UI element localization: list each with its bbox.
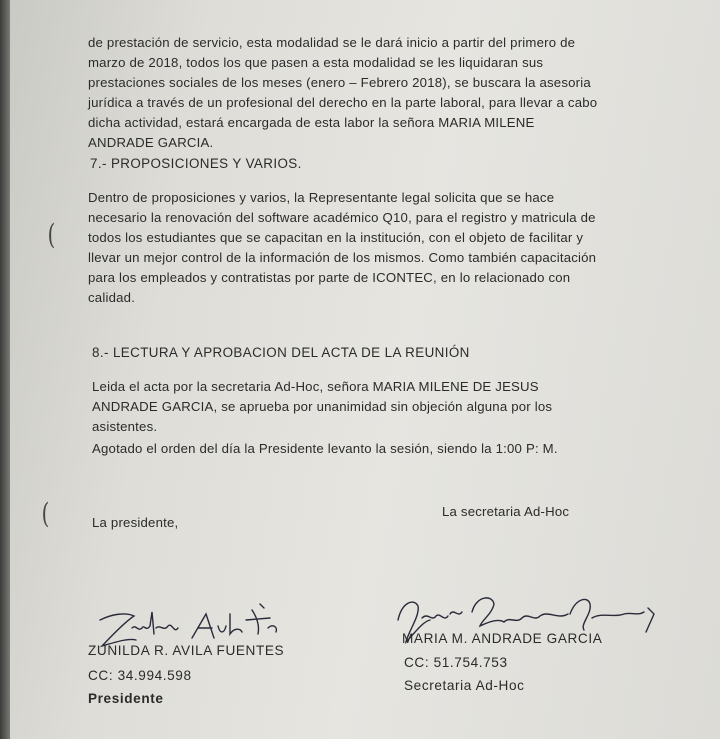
section-7-line: llevar un mejor control de la información de los mismos. Como también capacitación <box>88 250 597 265</box>
closing-sentence: Agotado el orden del día la Presidente levanto la sesión, siendo la 1:00 P: M. <box>92 441 558 456</box>
intro-paragraph <box>88 33 628 153</box>
intro-line: de prestación de servicio, esta modalidad se le dará inicio a partir del primero de <box>88 35 576 50</box>
margin-mark: ( <box>41 497 50 530</box>
intro-line: prestaciones sociales de los meses (enero – Febrero 2018), se buscara la asesoria <box>88 75 591 90</box>
margin-mark: ( <box>47 218 56 251</box>
secretary-id: CC: 51.754.753 <box>404 655 508 670</box>
section-8-heading: 8.- LECTURA Y APROBACION DEL ACTA DE LA REUNIÓN <box>92 345 470 360</box>
president-name: ZUNILDA R. AVILA FUENTES <box>88 643 285 658</box>
intro-line: marzo de 2018, todos los que pasen a esta modalidad se les liquidaran sus <box>88 55 544 70</box>
section-8-paragraph <box>92 377 628 437</box>
section-7-paragraph <box>88 188 628 308</box>
secretary-name: MARIA M. ANDRADE GARCIA <box>402 631 603 646</box>
intro-line: ANDRADE GARCIA. <box>88 135 214 150</box>
section-8-line: Leida el acta por la secretaria Ad-Hoc, señora MARIA MILENE DE JESUS <box>92 379 539 394</box>
intro-line: dicha actividad, estará encargada de esta labor la señora MARIA MILENE <box>88 115 535 130</box>
section-7-line: para los empleados y contratistas por parte de ICONTEC, en lo relacionado con <box>88 270 571 285</box>
section-8-line: ANDRADE GARCIA, se aprueba por unanimidad sin objeción alguna por los <box>92 399 553 414</box>
section-7-line: calidad. <box>88 290 136 305</box>
intro-line: jurídica a través de un profesional del derecho en la parte laboral, para llevar a cabo <box>88 95 598 110</box>
section-7-line: Dentro de proposiciones y varios, la Representante legal solicita que se hace <box>88 190 555 205</box>
president-role: Presidente <box>88 691 164 706</box>
secretary-role: Secretaria Ad-Hoc <box>404 678 525 693</box>
section-7-line: todos los estudiantes que se capacitan en la institución, con el objeto de facilitar y <box>88 230 584 245</box>
page-shadow-edge <box>0 0 10 739</box>
president-label: La presidente, <box>92 515 179 530</box>
section-7-line: necesario la renovación del software académico Q10, para el registro y matricula de <box>88 210 596 225</box>
secretary-label: La secretaria Ad-Hoc <box>442 504 570 519</box>
section-8-line: asistentes. <box>92 419 158 434</box>
president-id: CC: 34.994.598 <box>88 668 192 683</box>
section-7-heading: 7.- PROPOSICIONES Y VARIOS. <box>90 156 302 171</box>
